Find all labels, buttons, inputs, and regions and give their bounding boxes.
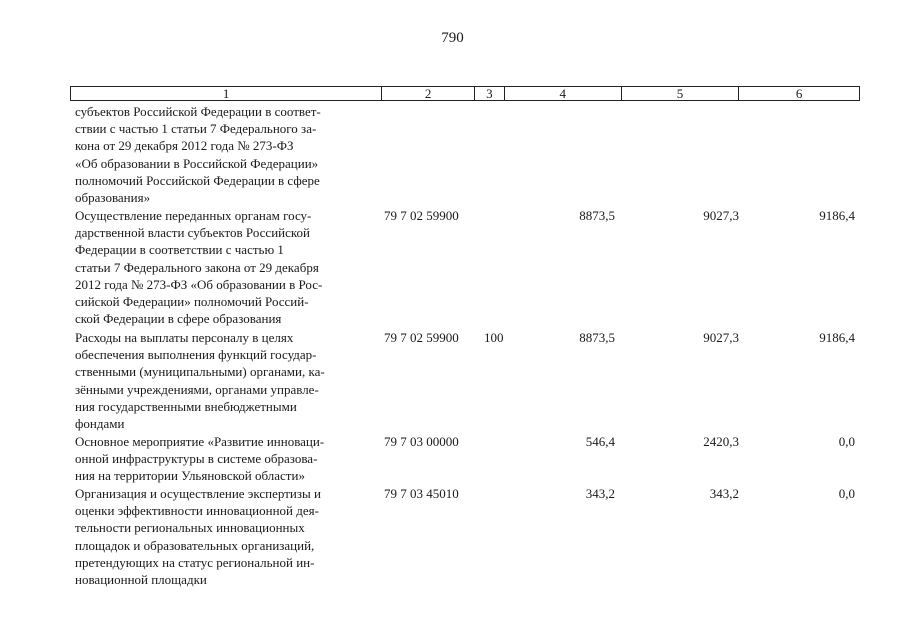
column-header-5: 5 — [622, 87, 740, 100]
row-expense-type: 100 — [484, 330, 504, 345]
column-header-2: 2 — [382, 87, 475, 100]
column-header-6: 6 — [795, 86, 803, 101]
row-name: Расходы на выплаты персоналу в целях обеспечения выполнения функций государ- ственными (муниципальными) органами, ка- зёнными учреждениями, органами управле- ния государственными внебюджетными фондами — [75, 330, 325, 432]
row-value-col5: 9027,3 — [703, 208, 739, 223]
column-header-4: 4 — [505, 87, 622, 100]
row-value-col6: 9186,4 — [819, 330, 855, 345]
row-name: Организация и осуществление экспертизы и оценки эффективности инновационной дея- тельности региональных инновационных площадок и образовательных организаций, претендующих на статус региональной ин- новационной площадки — [75, 486, 321, 588]
row-value-col4: 8873,5 — [579, 330, 615, 345]
row-value-col4: 546,4 — [585, 434, 615, 449]
column-header-1: 1 — [71, 87, 382, 100]
row-code: 79 7 03 45010 — [384, 486, 459, 501]
row-value-col6: 0,0 — [838, 486, 855, 501]
row-name: Осуществление переданных органам госу- дарственной власти субъектов Российской Федерации в соответствии с частью 1 статьи 7 Федерального закона от 29 декабря 2012 года № 273-ФЗ «Об образовании в Рос- сийской Федерации» полномочий Россий- ской Федерации в сфере образования — [75, 208, 323, 327]
page-number: 790 — [441, 30, 464, 46]
row-value-col4: 343,2 — [585, 486, 615, 501]
table-header — [70, 86, 860, 101]
row-value-col5: 2420,3 — [703, 434, 739, 449]
row-code: 79 7 02 59900 — [384, 208, 459, 223]
row-value-col5: 9027,3 — [703, 330, 739, 345]
row-value-col6: 9186,4 — [819, 208, 855, 223]
row-name: субъектов Российской Федерации в соответ- ствии с частью 1 статьи 7 Федерального за- кона от 29 декабря 2012 года № 273-ФЗ «Об образовании в Российской Федерации» полномочий Российской Федерации в сфере образования» — [75, 104, 321, 206]
row-value-col4: 8873,5 — [579, 208, 615, 223]
row-value-col5: 343,2 — [709, 486, 739, 501]
row-name: Основное мероприятие «Развитие инноваци- онной инфраструктуры в системе образова- ния на территории Ульяновской области» — [75, 434, 325, 484]
column-header-3: 3 — [475, 87, 505, 100]
row-value-col6: 0,0 — [838, 434, 855, 449]
row-code: 79 7 03 00000 — [384, 434, 459, 449]
row-code: 79 7 02 59900 — [384, 330, 459, 345]
